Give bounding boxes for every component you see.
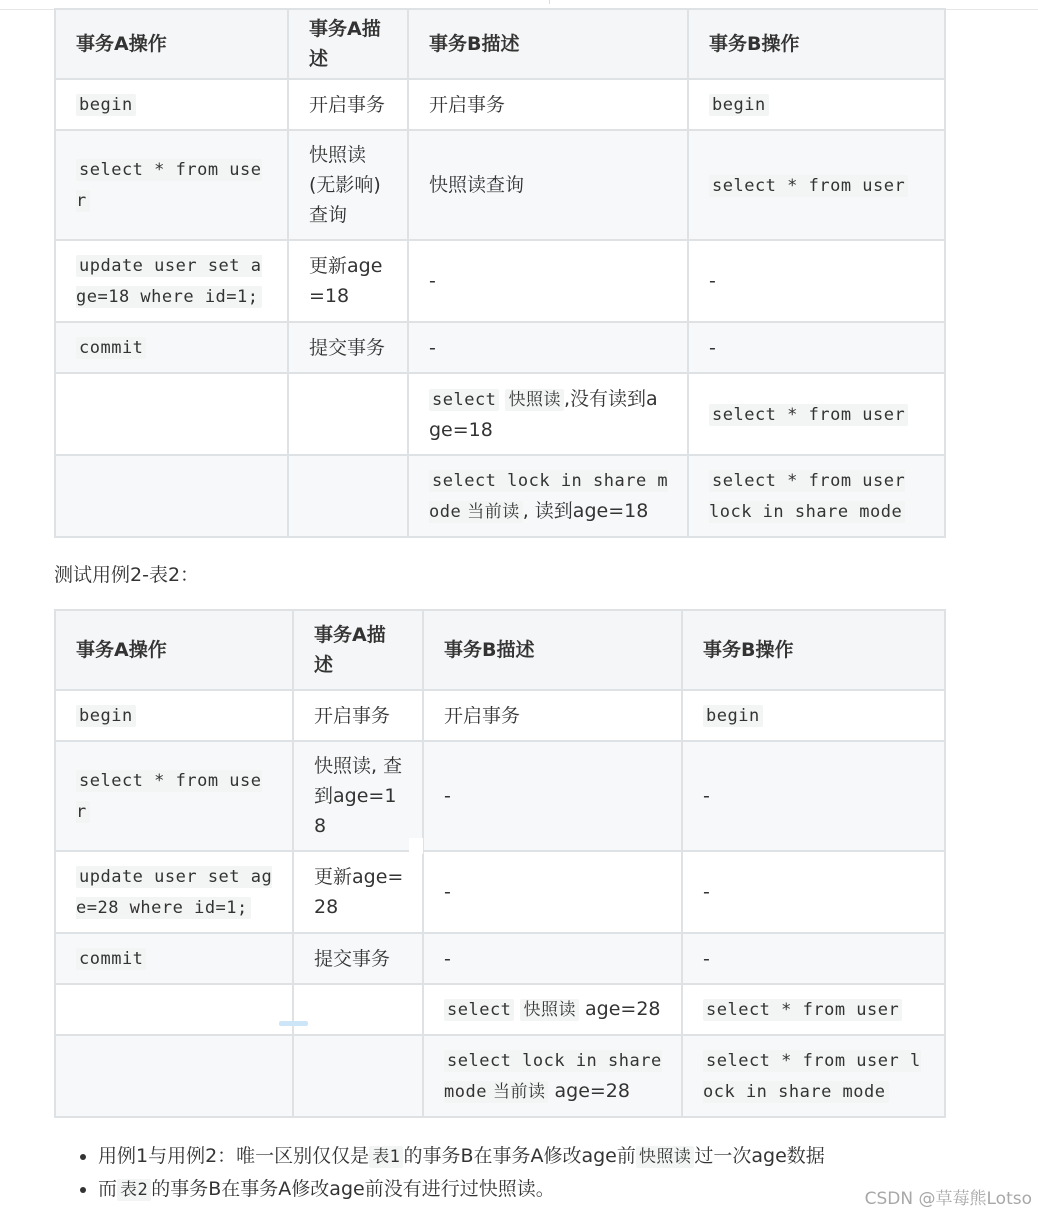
table-row [55, 130, 945, 240]
code-snippet: 表2 [117, 1179, 151, 1201]
code-snippet: select * from user [76, 771, 262, 822]
cell-a-desc: 开启事务 [288, 79, 408, 130]
cell-a-op [55, 933, 293, 984]
cell-a-op [55, 455, 288, 537]
code-snippet: select [429, 389, 499, 411]
table-row [55, 455, 945, 537]
cell-a-desc: 更新age=18 [288, 240, 408, 322]
code-snippet: commit [76, 337, 146, 359]
notes-list [54, 1140, 998, 1206]
code-snippet: update user set age=18 where id=1; [76, 256, 262, 307]
header-b-desc: 事务B描述 [423, 610, 682, 690]
cell-b-desc [408, 373, 688, 455]
test-case-1-table [54, 8, 946, 538]
cell-b-op: - [682, 933, 945, 984]
cell-a-op [55, 690, 293, 741]
header-b-op: 事务B操作 [682, 610, 945, 690]
note-text: 的事务B在事务A修改age前 [403, 1145, 636, 1167]
note-text: 过一次age数据 [694, 1145, 825, 1167]
cell-b-op [688, 79, 945, 130]
code-snippet: 快照读 [636, 1146, 695, 1168]
note-text: 而 [98, 1178, 118, 1200]
cell-a-op [55, 322, 288, 373]
table-row [55, 984, 945, 1035]
cell-gap [409, 838, 423, 854]
cell-a-op [55, 1035, 293, 1117]
code-snippet: 快照读 [505, 389, 564, 411]
cell-a-op [55, 79, 288, 130]
cell-a-desc [293, 984, 423, 1035]
cell-b-desc: - [408, 240, 688, 322]
table-row [55, 690, 945, 741]
code-snippet: select * from user lock in share mode [703, 1051, 921, 1102]
list-item [98, 1173, 998, 1206]
table-row [55, 373, 945, 455]
code-snippet: 当前读 [490, 1081, 549, 1103]
cell-a-desc [288, 373, 408, 455]
cell-b-op [688, 455, 945, 537]
code-snippet: select lock in share mode [444, 1051, 662, 1102]
code-snippet: commit [76, 948, 146, 970]
table-row [55, 240, 945, 322]
table-row [55, 741, 945, 851]
code-snippet: begin [703, 705, 763, 727]
cell-b-desc [408, 455, 688, 537]
cell-a-desc: 快照读(无影响)查询 [288, 130, 408, 240]
cell-b-op: - [682, 741, 945, 851]
table2-caption: 测试用例2-表2： [54, 564, 200, 586]
cell-b-op: - [688, 240, 945, 322]
cell-b-op [688, 130, 945, 240]
cell-text: ,没有读到age=18 [429, 387, 658, 441]
cell-text: age=28 [578, 998, 661, 1020]
cell-b-op [682, 1035, 945, 1117]
header-a-desc: 事务A描述 [288, 9, 408, 79]
cell-a-op [55, 130, 288, 240]
note-text: 用例1与用例2：唯一区别仅仅是 [98, 1145, 370, 1167]
cell-text: , 读到age=18 [522, 500, 649, 522]
code-snippet: 快照读 [520, 999, 579, 1021]
list-item [98, 1140, 998, 1173]
cell-b-op: - [682, 851, 945, 933]
cell-a-desc: 开启事务 [293, 690, 423, 741]
test-case-2-table [54, 609, 946, 1118]
code-snippet: begin [709, 94, 769, 116]
header-b-op: 事务B操作 [688, 9, 945, 79]
top-tick [549, 0, 550, 4]
cell-a-desc [293, 1035, 423, 1117]
cell-b-op: - [688, 322, 945, 373]
cell-a-op [55, 240, 288, 322]
table-row [55, 79, 945, 130]
header-b-desc: 事务B描述 [408, 9, 688, 79]
header-a-desc: 事务A描述 [293, 610, 423, 690]
cell-a-desc [288, 455, 408, 537]
cell-a-op [55, 851, 293, 933]
watermark: CSDN @草莓熊Lotso [864, 1189, 1032, 1209]
code-snippet: begin [76, 705, 136, 727]
cell-b-desc: - [408, 322, 688, 373]
code-snippet: select * from user [76, 160, 262, 211]
code-snippet: update user set age=28 where id=1; [76, 867, 273, 918]
code-snippet: select * from user [709, 404, 908, 426]
cell-b-desc: - [423, 851, 682, 933]
table-row [55, 933, 945, 984]
cell-a-op [55, 984, 293, 1035]
code-snippet: select [444, 999, 514, 1021]
header-a-op: 事务A操作 [55, 610, 293, 690]
code-snippet: begin [76, 94, 136, 116]
cell-b-desc [423, 1035, 682, 1117]
cell-b-desc: 快照读查询 [408, 130, 688, 240]
cell-a-desc: 快照读, 查到age=18 [293, 741, 423, 851]
cell-b-desc: 开启事务 [423, 690, 682, 741]
resize-marker[interactable] [279, 1021, 308, 1026]
cell-b-desc: 开启事务 [408, 79, 688, 130]
table-row [55, 322, 945, 373]
cell-b-op [682, 984, 945, 1035]
note-text: 的事务B在事务A修改age前没有进行过快照读。 [151, 1178, 555, 1200]
table-row [55, 1035, 945, 1117]
cell-a-op [55, 373, 288, 455]
code-snippet: select * from user [709, 175, 908, 197]
cell-b-desc: - [423, 933, 682, 984]
table-row [55, 851, 945, 933]
code-snippet: select * from user [703, 999, 902, 1021]
code-snippet: 当前读 [464, 501, 523, 523]
header-a-op: 事务A操作 [55, 9, 288, 79]
cell-b-op [682, 690, 945, 741]
cell-b-desc: - [423, 741, 682, 851]
cell-a-desc: 提交事务 [293, 933, 423, 984]
cell-text: age=28 [548, 1080, 630, 1102]
code-snippet: 表1 [369, 1146, 403, 1168]
cell-a-desc: 更新age=28 [293, 851, 423, 933]
code-snippet: select * from user lock in share mode [709, 471, 906, 522]
cell-a-desc: 提交事务 [288, 322, 408, 373]
cell-a-op [55, 741, 293, 851]
code-snippet: select lock in share mode [429, 471, 669, 522]
cell-b-op [688, 373, 945, 455]
cell-b-desc [423, 984, 682, 1035]
